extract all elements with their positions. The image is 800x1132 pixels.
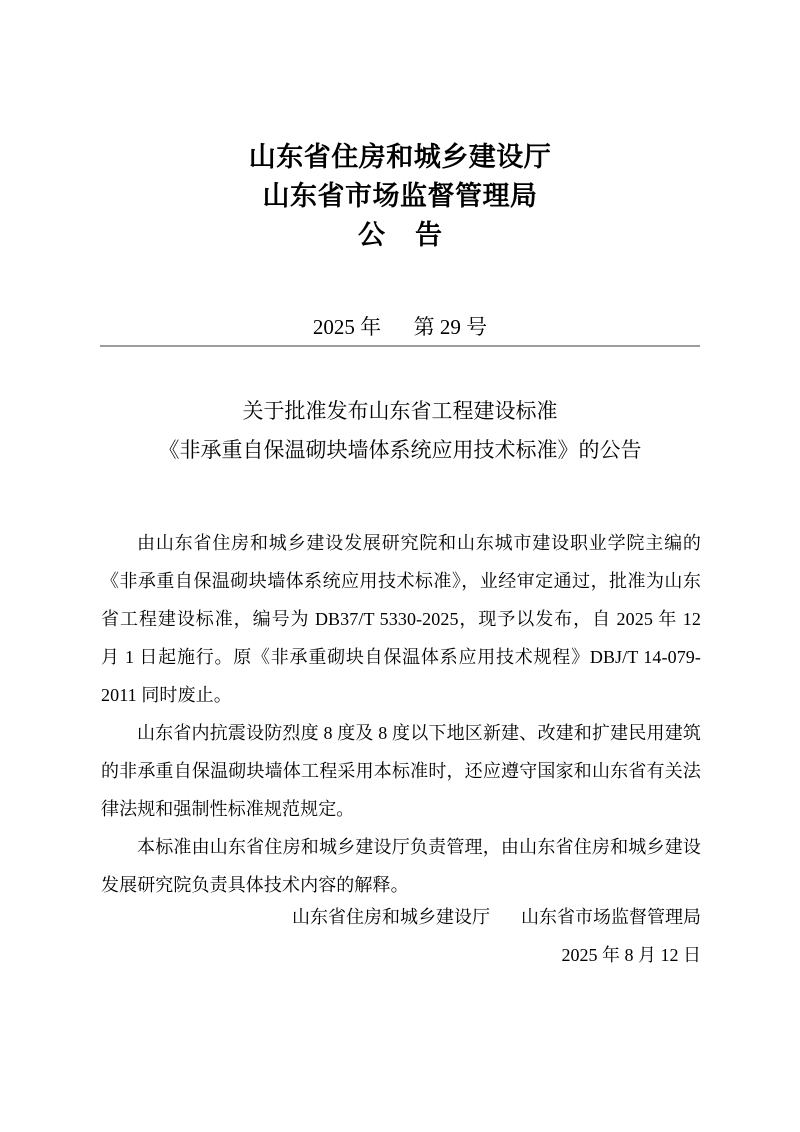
- masthead: [0, 138, 800, 255]
- signature-org-1: 山东省住房和城乡建设厅: [292, 907, 490, 927]
- signature-organizations: [101, 898, 701, 936]
- issuing-authority-line-1: 山东省住房和城乡建设厅: [248, 142, 552, 172]
- issuing-authority-line-2: 山东省市场监督管理局: [262, 181, 538, 211]
- body-content: [101, 524, 701, 904]
- signature-date: 2025 年 8 月 12 日: [561, 945, 701, 965]
- issue-number-line: [0, 312, 800, 342]
- signature-block: [101, 898, 701, 974]
- issue-year: 2025 年: [312, 315, 382, 339]
- body-paragraph: 山东省内抗震设防烈度 8 度及 8 度以下地区新建、改建和扩建民用建筑的非承重自保温砌块墙体工程采用本标准时，还应遵守国家和山东省有关法律法规和强制性标准规范规定。: [101, 723, 701, 819]
- signature-org-2: 山东省市场监督管理局: [521, 907, 701, 927]
- header-divider: [100, 345, 700, 347]
- page-title-line-2: 《非承重自保温砌块墙体系统应用技术标准》的公告: [158, 438, 642, 462]
- body-paragraph: 本标准由山东省住房和城乡建设厅负责管理，由山东省住房和城乡建设发展研究院负责具体技术内容的解释。: [101, 837, 701, 895]
- page-title-line-1: 关于批准发布山东省工程建设标准: [242, 399, 558, 423]
- issue-number: 第 29 号: [413, 315, 488, 339]
- body-paragraph: 由山东省住房和城乡建设发展研究院和山东城市建设职业学院主编的《非承重自保温砌块墙体系统应用技术标准》，业经审定通过，批准为山东省工程建设标准，编号为 DB37/T 5330-2025，现予以发布，自 2025 年 12 月 1 日起施行。原《非承重砌块自保温体系应用技术规程》DBJ/T 14-079-2011 同时废止。: [101, 533, 701, 705]
- document-type-label: 公告: [358, 220, 472, 250]
- page-title: [100, 392, 700, 470]
